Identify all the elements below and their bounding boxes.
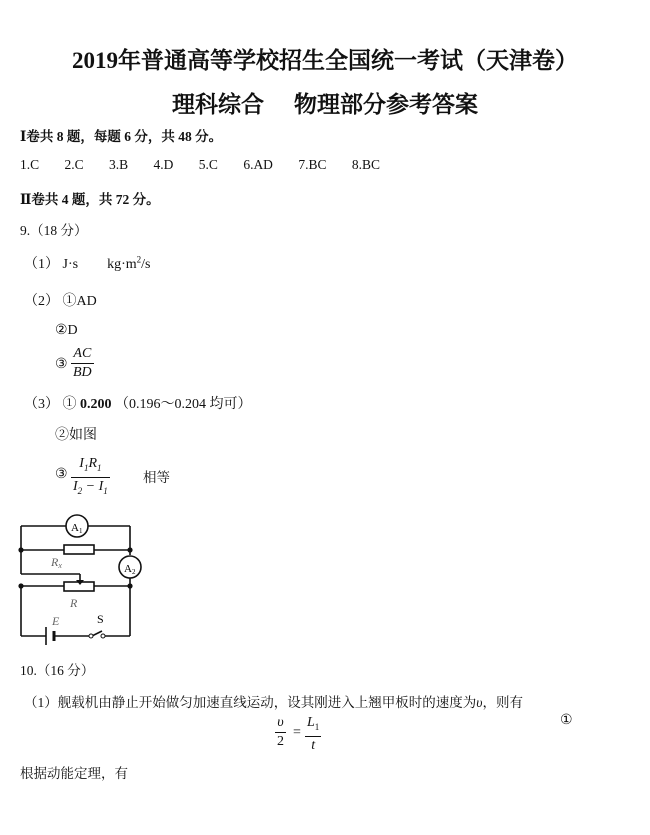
q9-part3-equal-note: 相等	[143, 470, 170, 485]
fraction-denominator: BD	[73, 365, 92, 380]
q9-part1-label: （1）	[24, 257, 59, 272]
q9-part2	[24, 290, 97, 310]
q9-part1-unit-b: $kg\cdot m^2/s$	[107, 254, 151, 272]
equation-equals: =	[293, 725, 301, 740]
part2-header: Ⅱ卷共 4 题，共 72 分。	[20, 192, 160, 207]
q9-label: 9.（18 分）	[20, 223, 88, 238]
s-label: S	[97, 612, 104, 626]
q9-part2-answer-1: ①AD	[62, 294, 97, 309]
q9-part2-answer-2: ②D	[55, 323, 78, 338]
q10-part1	[24, 691, 523, 711]
r-label: R	[70, 596, 78, 610]
answer-item: 3.B	[109, 157, 129, 172]
equation-lhs-fraction	[275, 714, 286, 751]
q10-velocity-symbol: υ	[476, 695, 483, 710]
q9-part2-answer-3-mark: ③	[55, 357, 68, 372]
circuit-diagram	[14, 510, 154, 645]
q9-part1	[24, 253, 150, 273]
ammeter-a2-label: A2	[124, 563, 136, 576]
q9-part1-unit-a: J·s	[62, 257, 79, 272]
q9-part3-note: （0.196～0.204 均可）	[115, 397, 252, 412]
subtitle-part-b: 物理部分参考答案	[294, 92, 478, 117]
q9-part3-answer-3-mark: ③	[55, 467, 68, 482]
answer-item: 7.BC	[298, 157, 327, 172]
q9-part3-answer-3-fraction	[71, 455, 110, 500]
equation-number: ①	[560, 713, 573, 728]
page-subtitle	[0, 86, 650, 119]
q9-part2-answer-3-fraction	[71, 345, 94, 382]
page-title: 2019年普通高等学校招生全国统一考试（天津卷）	[72, 48, 578, 73]
answer-item: 8.BC	[351, 157, 380, 172]
answer-item: 4.D	[153, 157, 174, 172]
answer-item: 1.C	[20, 157, 40, 172]
answer-item: 2.C	[64, 157, 84, 172]
e-label: E	[52, 614, 60, 628]
answer-item: 6.AD	[243, 157, 273, 172]
q10-label: 10.（16 分）	[20, 663, 95, 678]
q10-part1-text: （1）舰载机由静止开始做匀加速直线运动，设其刚进入上翘甲板时的速度为	[24, 695, 477, 710]
switch-s	[92, 631, 102, 636]
q9-part3-answer-2: ②如图	[55, 428, 97, 443]
fraction-numerator: $L_1$	[305, 714, 321, 737]
ammeter-a1-label: A1	[71, 522, 83, 535]
fraction-denominator: t	[311, 737, 316, 753]
answer-item: 5.C	[198, 157, 218, 172]
rx-label: Rx	[51, 555, 62, 570]
resistor-rx	[64, 545, 94, 554]
fraction-numerator: υ	[275, 714, 286, 733]
answer-list	[20, 157, 402, 173]
q9-part3	[24, 393, 252, 413]
equation-rhs-fraction	[305, 714, 321, 755]
fraction-numerator: $I_1R_1$	[71, 455, 110, 478]
q10-footer-text: 根据动能定理，有	[20, 766, 128, 781]
q9-part3-value: 0.200	[80, 397, 112, 412]
q9-part3-mark-1: ①	[62, 397, 77, 412]
q10-part1-tail: ，则有	[482, 695, 523, 710]
fraction-numerator: AC	[71, 345, 94, 364]
part1-header: Ⅰ卷共 8 题，每题 6 分，共 48 分。	[20, 129, 223, 144]
q9-part2-label: （2）	[24, 294, 59, 309]
subtitle-part-a: 理科综合	[172, 92, 264, 117]
fraction-denominator: $I_2 - I_1$	[73, 478, 108, 496]
q9-part3-label: （3）	[24, 397, 59, 412]
fraction-denominator: 2	[277, 734, 284, 749]
